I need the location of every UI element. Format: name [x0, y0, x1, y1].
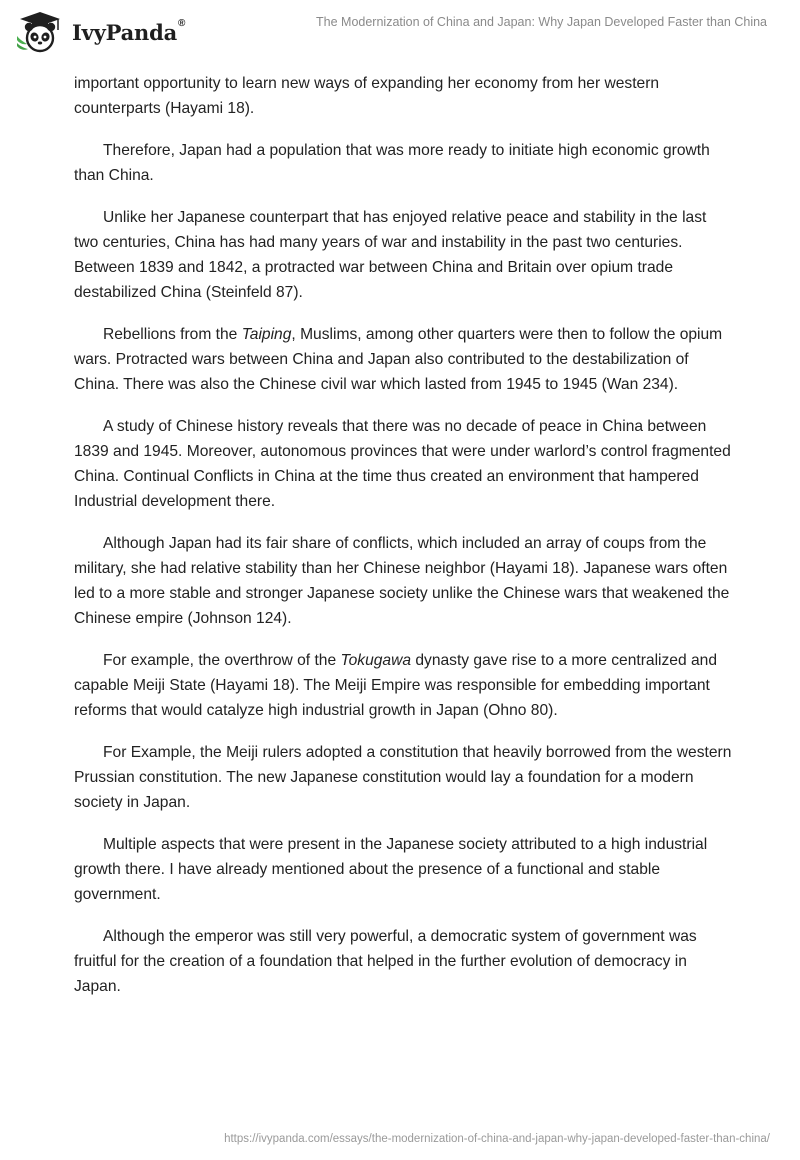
italic-term: Tokugawa [340, 652, 412, 669]
paragraph: Although the emperor was still very powerful, a democratic system of government was fruitful for the creation of a foundation that helped in the further evolution of democracy in Japan. [74, 928, 697, 995]
brand-name: IvyPanda® [72, 17, 186, 45]
document-title: The Modernization of China and Japan: Why Japan Developed Faster than China [316, 15, 767, 29]
paragraph: For Example, the Meiji rulers adopted a constitution that heavily borrowed from the western Prussian constitution. The new Japanese constitution would lay a foundation for a modern society in Japan. [74, 744, 732, 811]
italic-term: Taiping [241, 326, 292, 343]
brand-logo[interactable] [14, 10, 185, 54]
paragraph-text: For example, the overthrow of the [103, 652, 341, 669]
source-url-link[interactable]: https://ivypanda.com/essays/the-modernization-of-china-and-japan-why-japan-developed-faster-than-china/ [224, 1133, 770, 1145]
paragraph: Although Japan had its fair share of conflicts, which included an array of coups from the military, she had relative stability than her Chinese neighbor (Hayami 18). Japanese wars often led to a more stable and stronger Japanese society unlike the Chinese wars that weakened the Chinese empire (Johnson 124). [74, 535, 730, 627]
paragraph-text: , Muslims, among other quarters were then to follow the opium wars. Protracted wars between China and Japan also contributed to the destabilization of China. There was also the Chinese civil war which lasted from 1945 to 1945 (Wan 234). [74, 326, 723, 393]
registered-mark: ® [178, 17, 186, 29]
paragraph [74, 648, 734, 723]
paragraph: Unlike her Japanese counterpart that has enjoyed relative peace and stability in the last two centuries, China has had many years of war and instability in the past two centuries. Between 1839 and 1842, a protracted war between China and Britain over opium trade destabilized China (Steinfeld 87). [74, 209, 707, 301]
paragraph-text: Rebellions from the [103, 326, 242, 343]
paragraph [74, 322, 734, 397]
paragraph: A study of Chinese history reveals that there was no decade of peace in China between 1839 and 1945. Moreover, autonomous provinces that were under warlord’s control fragmented China. Continual Conflicts in China at the time thus created an environment that hampered Industrial development there. [74, 418, 731, 510]
page-header [0, 0, 800, 60]
paragraph: important opportunity to learn new ways of expanding her economy from her western counterparts (Hayami 18). [74, 75, 660, 117]
essay-body [74, 71, 734, 1016]
panda-graduate-icon [14, 10, 66, 54]
paragraph: Therefore, Japan had a population that was more ready to initiate high economic growth than China. [74, 142, 710, 184]
paragraph-text: dynasty gave rise to a more centralized and capable Meiji State (Hayami 18). The Meiji Empire was responsible for embedding important reforms that would catalyze high industrial growth in Japan (Ohno 80). [74, 652, 717, 719]
paragraph: Multiple aspects that were present in the Japanese society attributed to a high industrial growth there. I have already mentioned about the presence of a functional and stable government. [74, 836, 708, 903]
